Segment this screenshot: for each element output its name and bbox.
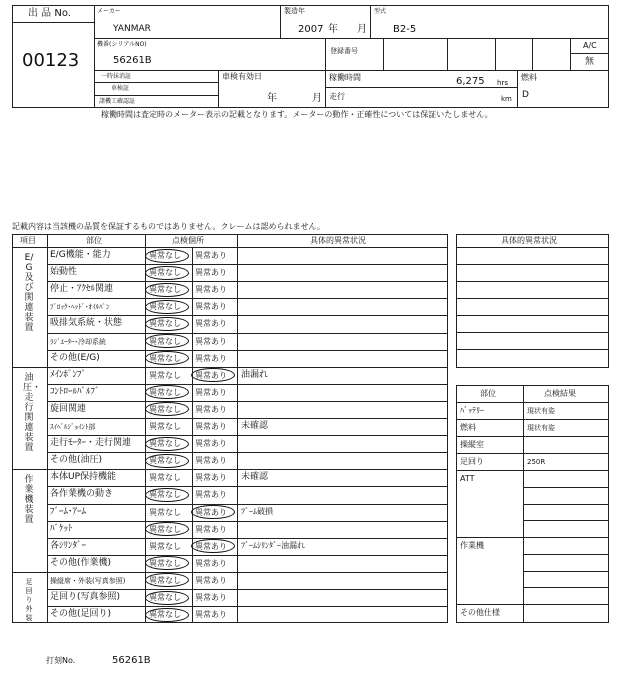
row-divider xyxy=(47,606,448,607)
normal-option: 異常なし xyxy=(149,370,181,380)
divider xyxy=(370,5,371,38)
header-block xyxy=(12,5,609,108)
cert-label: 諸機工確認証 xyxy=(99,98,136,105)
ac-value: 無 xyxy=(585,57,595,67)
divider xyxy=(237,234,238,623)
abnormal-option: 異常あり xyxy=(195,285,227,295)
normal-option: 異常なし xyxy=(149,422,181,431)
year-unit: 年 xyxy=(328,24,338,35)
normal-circle xyxy=(145,454,189,468)
normal-circle xyxy=(145,334,189,348)
row-part: その他(足回り) xyxy=(50,609,112,620)
lot-label: 出 品 No. xyxy=(28,8,71,19)
hours-label: 稼働時間 xyxy=(329,73,361,82)
group-label: 油圧・走行関連装置 xyxy=(23,372,42,453)
divider xyxy=(218,70,219,108)
normal-option: 異常なし xyxy=(149,319,181,329)
result-col-part: 部位 xyxy=(480,389,496,398)
divider xyxy=(94,70,609,71)
row-divider xyxy=(456,419,609,420)
group-label: E/G及び関連装置 xyxy=(24,253,34,333)
normal-circle xyxy=(145,249,189,263)
row-detail: 未確認 xyxy=(241,472,269,483)
row-detail: 未確認 xyxy=(241,421,269,431)
row-part: ﾒｲﾝﾎﾟﾝﾌﾟ xyxy=(50,369,87,380)
abnormal-option: 異常あり xyxy=(195,268,227,278)
row-divider xyxy=(12,469,448,470)
normal-option: 異常なし xyxy=(149,336,181,346)
divider xyxy=(47,234,48,623)
abnormal-option: 異常あり xyxy=(195,558,227,568)
abnormal-option: 異常あり xyxy=(195,251,227,260)
divider xyxy=(447,38,448,70)
row-part: 足回り(写真参照) xyxy=(50,592,121,602)
row-detail: 油漏れ xyxy=(241,369,269,380)
row-divider xyxy=(47,589,448,590)
model-label: 型式 xyxy=(374,8,387,15)
maker-label: メーカー xyxy=(97,8,121,15)
abnormal-option: 異常あり xyxy=(195,404,227,414)
divider xyxy=(456,298,609,299)
divider xyxy=(325,87,517,88)
row-part: 停止・ｱｸｾﾙ関連 xyxy=(50,284,114,295)
group-label: 足回り外装 xyxy=(25,577,33,622)
col-item-header: 項目 xyxy=(20,236,36,245)
normal-circle xyxy=(145,317,189,331)
abnormal-option: 異常あり xyxy=(195,593,227,602)
abnormal-option: 異常あり xyxy=(195,319,227,329)
result-value: 現状有姿 xyxy=(527,407,555,415)
normal-circle xyxy=(145,488,189,502)
result-col-result: 点検結果 xyxy=(544,389,576,398)
year-label: 製造年 xyxy=(284,7,305,15)
row-divider xyxy=(12,572,448,573)
result-part: 作業機 xyxy=(460,541,484,550)
normal-option: 異常なし xyxy=(149,456,181,466)
result-part: 燃料 xyxy=(460,423,476,432)
row-part: 走行ﾓｰﾀｰ・走行関連 xyxy=(50,438,132,449)
divider xyxy=(280,5,281,38)
model-value: B2-5 xyxy=(393,24,417,35)
divider xyxy=(325,70,326,108)
row-part: ﾌﾞﾛｯｸ･ﾍｯﾄﾞ･ｵｲﾙﾊﾟﾝ xyxy=(50,303,110,312)
row-divider xyxy=(47,418,448,419)
divider xyxy=(495,38,496,70)
hours-unit: hrs xyxy=(497,79,508,87)
normal-option: 異常なし xyxy=(149,593,181,602)
row-divider xyxy=(47,538,448,539)
row-part: 各ｼﾘﾝﾀﾞｰ xyxy=(50,540,87,551)
divider xyxy=(517,70,518,108)
permit-label: 一時抹消証 xyxy=(101,73,132,80)
abnormal-option: 異常あり xyxy=(195,353,227,363)
row-divider xyxy=(47,486,448,487)
row-divider xyxy=(47,555,448,556)
ac-label: A/C xyxy=(583,41,597,50)
abnormal-option: 異常あり xyxy=(195,370,227,380)
col-check-header: 点検個所 xyxy=(172,236,204,245)
row-part: ﾊﾞｹｯﾄ xyxy=(50,523,73,534)
row-part: ﾗｼﾞｴｰﾀｰ･冷却系統 xyxy=(50,337,106,346)
normal-option: 異常なし xyxy=(149,285,181,295)
maker-value: YANMAR xyxy=(113,24,151,34)
result-part: 足回り xyxy=(460,457,484,466)
row-divider xyxy=(47,521,448,522)
normal-circle xyxy=(145,300,189,314)
result-part: 操縦室 xyxy=(460,440,484,449)
row-part: 各作業機の動き xyxy=(50,489,114,500)
abnormal-option: 異常あり xyxy=(195,422,227,431)
normal-circle xyxy=(145,437,189,451)
km-unit: km xyxy=(501,95,512,103)
row-divider xyxy=(456,453,609,454)
divider xyxy=(532,38,533,70)
row-part: 操縦席・外装(写真参照) xyxy=(50,576,126,585)
normal-option: 異常なし xyxy=(149,473,181,483)
month-unit: 月 xyxy=(357,24,367,35)
normal-option: 異常なし xyxy=(149,251,181,260)
row-divider xyxy=(456,470,609,471)
serial-value: 56261B xyxy=(113,55,152,66)
result-part: ﾊﾞｯﾃﾘｰ xyxy=(460,406,484,415)
sub-divider xyxy=(523,520,609,521)
divider xyxy=(456,315,609,316)
normal-option: 異常なし xyxy=(149,558,181,568)
row-detail: ﾌﾞｰﾑｼﾘﾝﾀﾞｰ油漏れ xyxy=(241,540,305,550)
col-part-header: 部位 xyxy=(86,236,102,245)
normal-option: 異常なし xyxy=(149,524,181,534)
abnormal-option: 異常あり xyxy=(195,456,227,466)
row-part: その他(作業機) xyxy=(50,557,112,568)
row-divider xyxy=(456,604,609,605)
row-part: ｽｲﾍﾞﾙｼﾞｮｲﾝﾄ部 xyxy=(50,423,96,431)
abnormal-option: 異常あり xyxy=(195,302,227,312)
divider xyxy=(94,5,95,108)
normal-option: 異常なし xyxy=(149,490,181,500)
registration-label: 登録番号 xyxy=(330,47,358,55)
row-divider xyxy=(456,537,609,538)
abnormal-option: 異常あり xyxy=(195,524,227,534)
row-divider xyxy=(456,436,609,437)
row-part: 始動性 xyxy=(50,267,78,278)
stamp-label: 打刻No. xyxy=(46,656,76,665)
expiry-month-unit: 月 xyxy=(312,93,322,104)
divider xyxy=(570,38,571,70)
normal-option: 異常なし xyxy=(149,387,181,397)
divider xyxy=(456,281,609,282)
detail-box-header: 具体的異常状況 xyxy=(501,236,557,245)
stamp-value: 56261B xyxy=(112,655,151,666)
divider xyxy=(94,82,218,83)
normal-option: 異常なし xyxy=(149,353,181,363)
row-detail: ﾌﾞｰﾑ破損 xyxy=(241,506,273,516)
row-divider xyxy=(47,281,448,282)
row-divider xyxy=(47,452,448,453)
normal-option: 異常なし xyxy=(149,268,181,278)
divider xyxy=(12,22,94,23)
normal-option: 異常なし xyxy=(149,302,181,312)
result-value: 現状有姿 xyxy=(527,424,555,432)
divider xyxy=(456,264,609,265)
normal-circle xyxy=(145,283,189,297)
abnormal-option: 異常あり xyxy=(195,610,227,620)
divider xyxy=(325,38,326,70)
disclaimer: 記載内容は当該機の品質を保証するものではありません。クレームは認められません。 xyxy=(12,222,325,231)
abnormal-option: 異常あり xyxy=(195,387,227,397)
divider xyxy=(94,95,218,96)
mileage-label: 走行 xyxy=(329,92,345,101)
row-part: ﾌﾞｰﾑ･ｱｰﾑ xyxy=(50,506,87,517)
abnormal-option: 異常あり xyxy=(195,575,227,585)
row-part: 本体UP保持機能 xyxy=(50,472,117,483)
divider xyxy=(456,402,609,403)
abnormal-option: 異常あり xyxy=(195,439,227,449)
sub-divider xyxy=(523,487,609,488)
sub-divider xyxy=(523,571,609,572)
row-divider xyxy=(12,367,448,368)
row-divider xyxy=(47,401,448,402)
normal-option: 異常なし xyxy=(149,404,181,414)
divider xyxy=(456,349,609,350)
lot-number: 00123 xyxy=(22,50,80,71)
row-part: 旋回関連 xyxy=(50,403,87,414)
row-divider xyxy=(47,333,448,334)
abnormal-option: 異常あり xyxy=(195,473,227,483)
year-value: 2007 xyxy=(298,24,324,35)
divider xyxy=(456,332,609,333)
inspection-expiry-label: 車検有効日 xyxy=(222,72,262,81)
divider xyxy=(383,38,384,70)
abnormal-option: 異常あり xyxy=(195,336,227,346)
normal-option: 異常なし xyxy=(149,575,181,585)
result-part: ATT xyxy=(460,474,475,483)
normal-option: 異常なし xyxy=(149,507,181,517)
row-part: ｺﾝﾄﾛｰﾙﾊﾞﾙﾌﾞ xyxy=(50,386,100,397)
fuel-value: D xyxy=(522,90,529,100)
inspection-cert-label: 車検証 xyxy=(111,85,130,92)
row-divider xyxy=(12,247,448,248)
row-divider xyxy=(47,350,448,351)
sub-divider xyxy=(523,587,609,588)
sub-divider xyxy=(523,554,609,555)
hours-note: 稼働時間は査定時のメーター表示の記載となります。メーターの動作・正確性については保証いたしません。 xyxy=(101,110,493,119)
serial-label: 機番(シリアルNO) xyxy=(97,41,147,48)
expiry-year-unit: 年 xyxy=(267,93,277,104)
divider xyxy=(456,247,609,248)
normal-option: 異常なし xyxy=(149,541,181,551)
row-divider xyxy=(47,298,448,299)
row-divider xyxy=(47,264,448,265)
row-part: 吸排気系統・状態 xyxy=(50,318,123,329)
row-divider xyxy=(47,315,448,316)
sub-divider xyxy=(523,504,609,505)
detail-box xyxy=(456,234,609,368)
row-divider xyxy=(47,384,448,385)
row-part: その他(E/G) xyxy=(50,352,100,363)
abnormal-circle xyxy=(191,505,235,519)
normal-option: 異常なし xyxy=(149,439,181,449)
result-part: その他仕様 xyxy=(460,608,500,617)
fuel-label: 燃料 xyxy=(521,73,537,82)
normal-circle xyxy=(145,608,189,622)
abnormal-option: 異常あり xyxy=(195,541,227,551)
normal-circle xyxy=(145,591,189,605)
row-divider xyxy=(47,504,448,505)
col-detail-header: 具体的異常状況 xyxy=(310,236,366,245)
row-divider xyxy=(47,435,448,436)
result-value: 250R xyxy=(527,458,546,466)
normal-option: 異常なし xyxy=(149,610,181,620)
group-label: 作業機装置 xyxy=(24,475,34,526)
row-part: E/G機能・能力 xyxy=(50,250,111,260)
hours-value: 6,275 xyxy=(456,76,485,87)
normal-circle xyxy=(145,266,189,280)
abnormal-option: 異常あり xyxy=(195,507,227,517)
row-part: その他(油圧) xyxy=(50,455,103,466)
divider xyxy=(570,53,609,54)
abnormal-option: 異常あり xyxy=(195,490,227,500)
